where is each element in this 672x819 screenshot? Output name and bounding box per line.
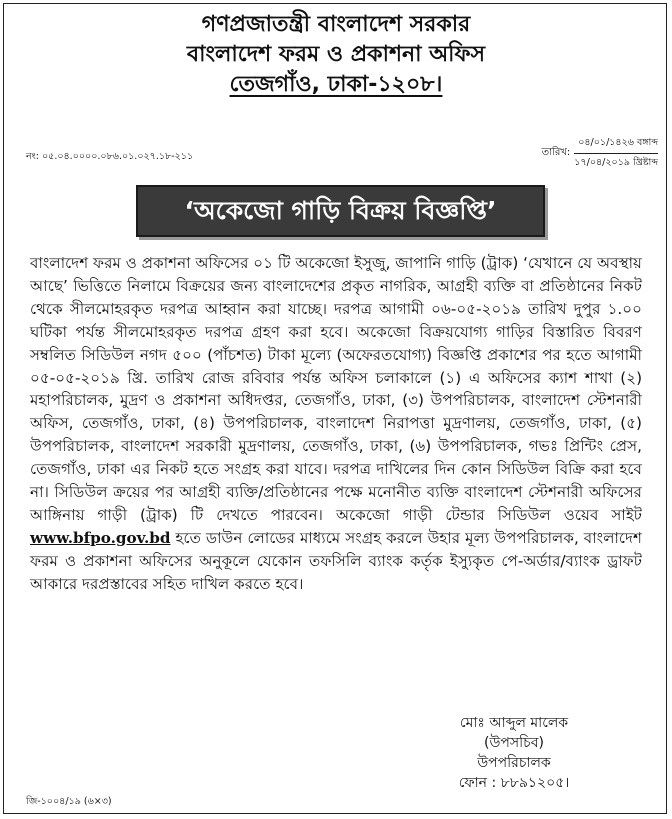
signatory-phone: ফোন : ৮৮৯১২০৫।: [458, 775, 570, 791]
signatory-name: মোঃ আব্দুল মালেক: [459, 715, 569, 731]
signature-block: [414, 713, 614, 793]
signatory-designation: উপপরিচালক: [477, 755, 551, 771]
date-stack: [574, 134, 658, 173]
notice-title-banner: ‘অকেজো গাড়ি বিক্রয় বিজ্ঞপ্তি’: [136, 185, 545, 237]
date-english: ১৭/০৪/২০১৯ খ্রিষ্টাব্দ: [574, 157, 658, 168]
date-block: [542, 134, 658, 173]
date-bangla: ০৪/০১/১৪২৬ বঙ্গাব্দ: [574, 134, 658, 154]
body-text-part1: বাংলাদেশ ফরম ও প্রকাশনা অফিসের ০১ টি অকেজো ইসুজু, জাপানি গাড়ি (ট্রাক) ‘যেখানে যে অবস্থায় আছে’ ভিত্তিতে নিলামে বিক্রয়ের জন্য বাংলাদেশের প্রকৃত নাগরিক, আগ্রহী ব্যক্তি বা প্রতিষ্ঠানের নিকট থেকে সীলমোহরকৃত দরপত্র আহ্বান করা যাচ্ছে। দরপত্র আগামী ০৬-০৫-২০১৯ তারিখ দুপুর ১.০০ ঘটিকা পর্যন্ত সীলমোহরকৃত দরপত্র গ্রহণ করা হবে। অকেজো বিক্রয়যোগ্য গাড়ির বিস্তারিত বিবরণ সম্বলিত সিডিউল নগদ ৫০০ (পাঁচশত) টাকা মূল্যে (অফেরতযোগ্য) বিজ্ঞপ্তি প্রকাশের পর হতে আগামী ০৫-০৫-২০১৯ খ্রি. তারিখ রোজ রবিবার পর্যন্ত অফিস চলাকালে (১) এ অফিসের ক্যাশ শাখা (২) মহাপরিচালক, মুদ্রণ ও প্রকাশনা অধিদপ্তর, তেজগাঁও, ঢাকা, (৩) উপপরিচালক, বাংলাদেশ স্টেশনারী অফিস, তেজগাঁও, ঢাকা, (৪) উপপরিচালক, বাংলাদেশ নিরাপত্তা মুদ্রণালয়, তেজগাঁও, ঢাকা, (৫) উপপরিচালক, বাংলাদেশ সরকারী মুদ্রণালয়, তেজগাঁও, ঢাকা, (৬) উপপরিচালক, গভঃ প্রিন্টিং প্রেস, তেজগাঁও, ঢাকা এর নিকট হতে সংগ্রহ করা যাবে। দরপত্র দাখিলের দিন কোন সিডিউল বিক্রি করা হবে না। সিডিউল ক্রয়ের পর আগ্রহী ব্যক্তি/প্রতিষ্ঠানের পক্ষে মনোনীত ব্যক্তি বাংলাদেশ স্টেশনারী অফিসের আঙ্গিনায় গাড়ী (ট্রাক) টি দেখতে পারবেন। অকেজো গাড়ী টেন্ডার সিডিউল ওয়েব সাইট: [30, 254, 642, 524]
date-label: তারিখ:: [541, 147, 571, 158]
body-text-part2: হতে ডাউন লোডের মাধ্যমে সংগ্রহ করলে উহার মূল্য উপপরিচালক, বাংলাদেশ ফরম ও প্রকাশনা অফিসের অনুকূলে যেকোন তফসিলি ব্যাংক কর্তৃক ইস্যুকৃত পে-অর্ডার/ব্যাংক ড্রাফট আকারে দরপ্রস্তাবের সহিত দাখিল করতে হবে।: [30, 528, 642, 593]
notice-body: [30, 252, 642, 596]
publication-reference: জি-১০০৪/১৯ (৬×৩): [26, 796, 112, 807]
office-name: বাংলাদেশ ফরম ও প্রকাশনা অফিস: [186, 42, 486, 67]
memo-number: নং: ০৫.০৪.০০০০.০৮৬.০১.০২৭.১৮-২১১: [26, 151, 194, 162]
signatory-rank: (উপসচিব): [484, 735, 544, 751]
office-address: তেজগাঁও, ঢাকা-১২০৮।: [229, 72, 443, 97]
letterhead: [0, 10, 672, 100]
government-name: গণপ্রজাতন্ত্রী বাংলাদেশ সরকার: [201, 12, 471, 37]
website-link[interactable]: www.bfpo.gov.bd: [30, 528, 171, 547]
